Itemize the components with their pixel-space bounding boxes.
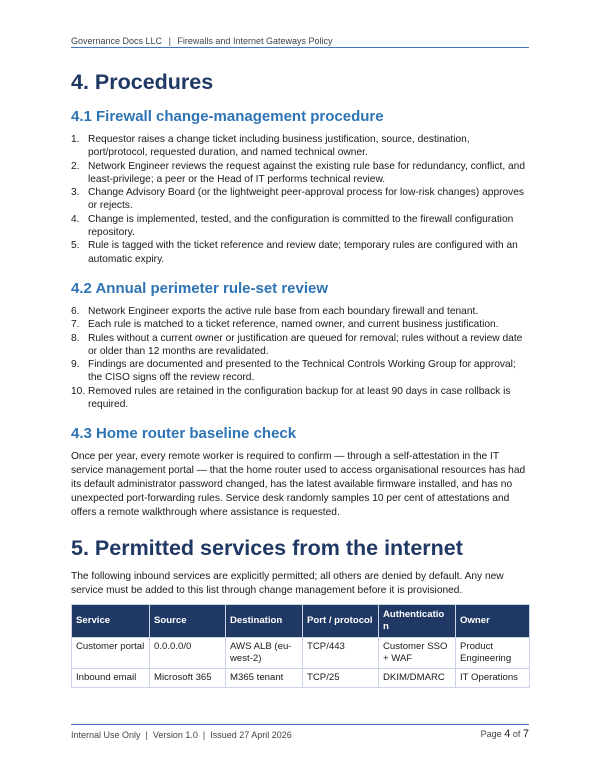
table-cell: Customer SSO + WAF bbox=[379, 638, 456, 669]
header-rule bbox=[71, 47, 529, 48]
list-text: Requestor raises a change ticket including business justification, source, destination, port/protocol, requested duration, and named technical owner. bbox=[88, 134, 470, 159]
list-item bbox=[71, 133, 529, 160]
table-cell: AWS ALB (eu-west-2) bbox=[226, 638, 303, 669]
table-cell: Inbound email bbox=[72, 669, 150, 688]
table-row bbox=[72, 638, 530, 669]
table-cell: IT Operations bbox=[456, 669, 530, 688]
list-number: 5. bbox=[71, 240, 80, 252]
section-4-2-heading: 4.2 Annual perimeter rule-set review bbox=[71, 279, 329, 297]
list-number: 3. bbox=[71, 187, 80, 199]
list-item bbox=[71, 213, 529, 240]
list-text: Rule is tagged with the ticket reference and review date; temporary rules are configured with an automatic expiry. bbox=[88, 240, 518, 265]
section-4-1-heading: 4.1 Firewall change-management procedure bbox=[71, 108, 384, 125]
table-header-row bbox=[72, 605, 530, 638]
header-doc-title: Firewalls and Internet Gateways Policy bbox=[177, 36, 333, 46]
procedure-list-4-1 bbox=[71, 133, 529, 266]
page-header bbox=[71, 36, 333, 46]
list-text: Removed rules are retained in the configuration backup for at least 90 days in case rollback is required. bbox=[88, 385, 511, 411]
list-text: Change is implemented, tested, and the configuration is committed to the firewall configuration repository. bbox=[88, 213, 514, 239]
column-header-authentication: Authenticatio n bbox=[379, 605, 456, 638]
footer-classification: Internal Use Only | Version 1.0 | Issued 27 April 2026 bbox=[71, 730, 292, 740]
list-text: Change Advisory Board (or the lightweight peer-approval process for low-risk changes) approves or rejects. bbox=[88, 187, 525, 212]
page-number bbox=[481, 728, 529, 740]
procedure-list-4-2 bbox=[71, 305, 529, 411]
list-number: 10. bbox=[71, 385, 86, 397]
list-text: Rules without a current owner or justification are queued for removal; rules without a review date or older than 12 months are revalidated. bbox=[88, 332, 523, 357]
list-item bbox=[71, 305, 529, 318]
list-item bbox=[71, 358, 529, 385]
column-header-service: Service bbox=[72, 605, 150, 638]
table-row bbox=[72, 669, 530, 688]
table-cell: TCP/25 bbox=[303, 669, 379, 688]
list-item bbox=[71, 239, 529, 266]
column-header-owner: Owner bbox=[456, 605, 530, 638]
list-number: 7. bbox=[71, 319, 80, 331]
section-4-heading: 4. Procedures bbox=[71, 70, 214, 94]
page-label: Page bbox=[480, 729, 502, 739]
header-separator: | bbox=[168, 36, 171, 46]
table-cell: 0.0.0.0/0 bbox=[150, 638, 226, 669]
list-item bbox=[71, 318, 529, 331]
list-item bbox=[71, 186, 529, 213]
list-number: 9. bbox=[71, 359, 80, 371]
column-header-source: Source bbox=[150, 605, 226, 638]
section-4-3-body: Once per year, every remote worker is required to confirm — through a self-attestation in the IT service management portal — that the home router used to access organisational resources has had its default administrator password changed, has the latest available firmware installed, and has no unexpected port-forwarding rules. Service desk randomly samples 10 per cent of attestations and offers a remote walkthrough where assistance is requested. bbox=[71, 451, 526, 519]
list-number: 1. bbox=[71, 134, 80, 145]
table-cell: Customer portal bbox=[72, 638, 150, 669]
table-cell: Product Engineering bbox=[456, 638, 530, 669]
section-5-heading: 5. Permitted services from the internet bbox=[71, 536, 463, 561]
section-4-3-heading: 4.3 Home router baseline check bbox=[71, 425, 297, 443]
permitted-services-table bbox=[71, 604, 530, 688]
table-cell: M365 tenant bbox=[226, 669, 303, 688]
list-text: Network Engineer reviews the request against the existing rule base for redundancy, conflict, and least-privilege; a peer or the Head of IT performs technical review. bbox=[88, 160, 525, 185]
table-cell: DKIM/DMARC bbox=[379, 669, 456, 688]
page-total: 7 bbox=[522, 728, 529, 740]
header-org: Governance Docs LLC bbox=[71, 36, 163, 46]
table-cell: Microsoft 365 bbox=[150, 669, 226, 688]
column-header-port-protocol: Port / protocol bbox=[303, 605, 379, 638]
list-text: Each rule is matched to a ticket reference, named owner, and current business justification. bbox=[88, 319, 499, 331]
list-number: 4. bbox=[71, 213, 80, 225]
list-text: Network Engineer exports the active rule base from each boundary firewall and tenant. bbox=[88, 305, 479, 317]
list-number: 2. bbox=[71, 160, 80, 172]
section-5-intro: The following inbound services are explicitly permitted; all others are denied by default. Any new service must be added to this list through change management before it is provisioned. bbox=[71, 571, 504, 597]
column-header-destination: Destination bbox=[226, 605, 303, 638]
page-of: of bbox=[512, 729, 521, 739]
page-content bbox=[71, 68, 529, 688]
list-item bbox=[71, 332, 529, 359]
table-cell: TCP/443 bbox=[303, 638, 379, 669]
list-text: Findings are documented and presented to the Technical Controls Working Group for approval; the CISO signs off the review record. bbox=[88, 359, 516, 384]
list-number: 6. bbox=[71, 305, 80, 317]
footer-rule bbox=[71, 724, 529, 725]
list-item bbox=[71, 160, 529, 187]
page-current: 4 bbox=[504, 728, 511, 740]
list-number: 8. bbox=[71, 332, 80, 344]
list-item bbox=[71, 385, 529, 412]
